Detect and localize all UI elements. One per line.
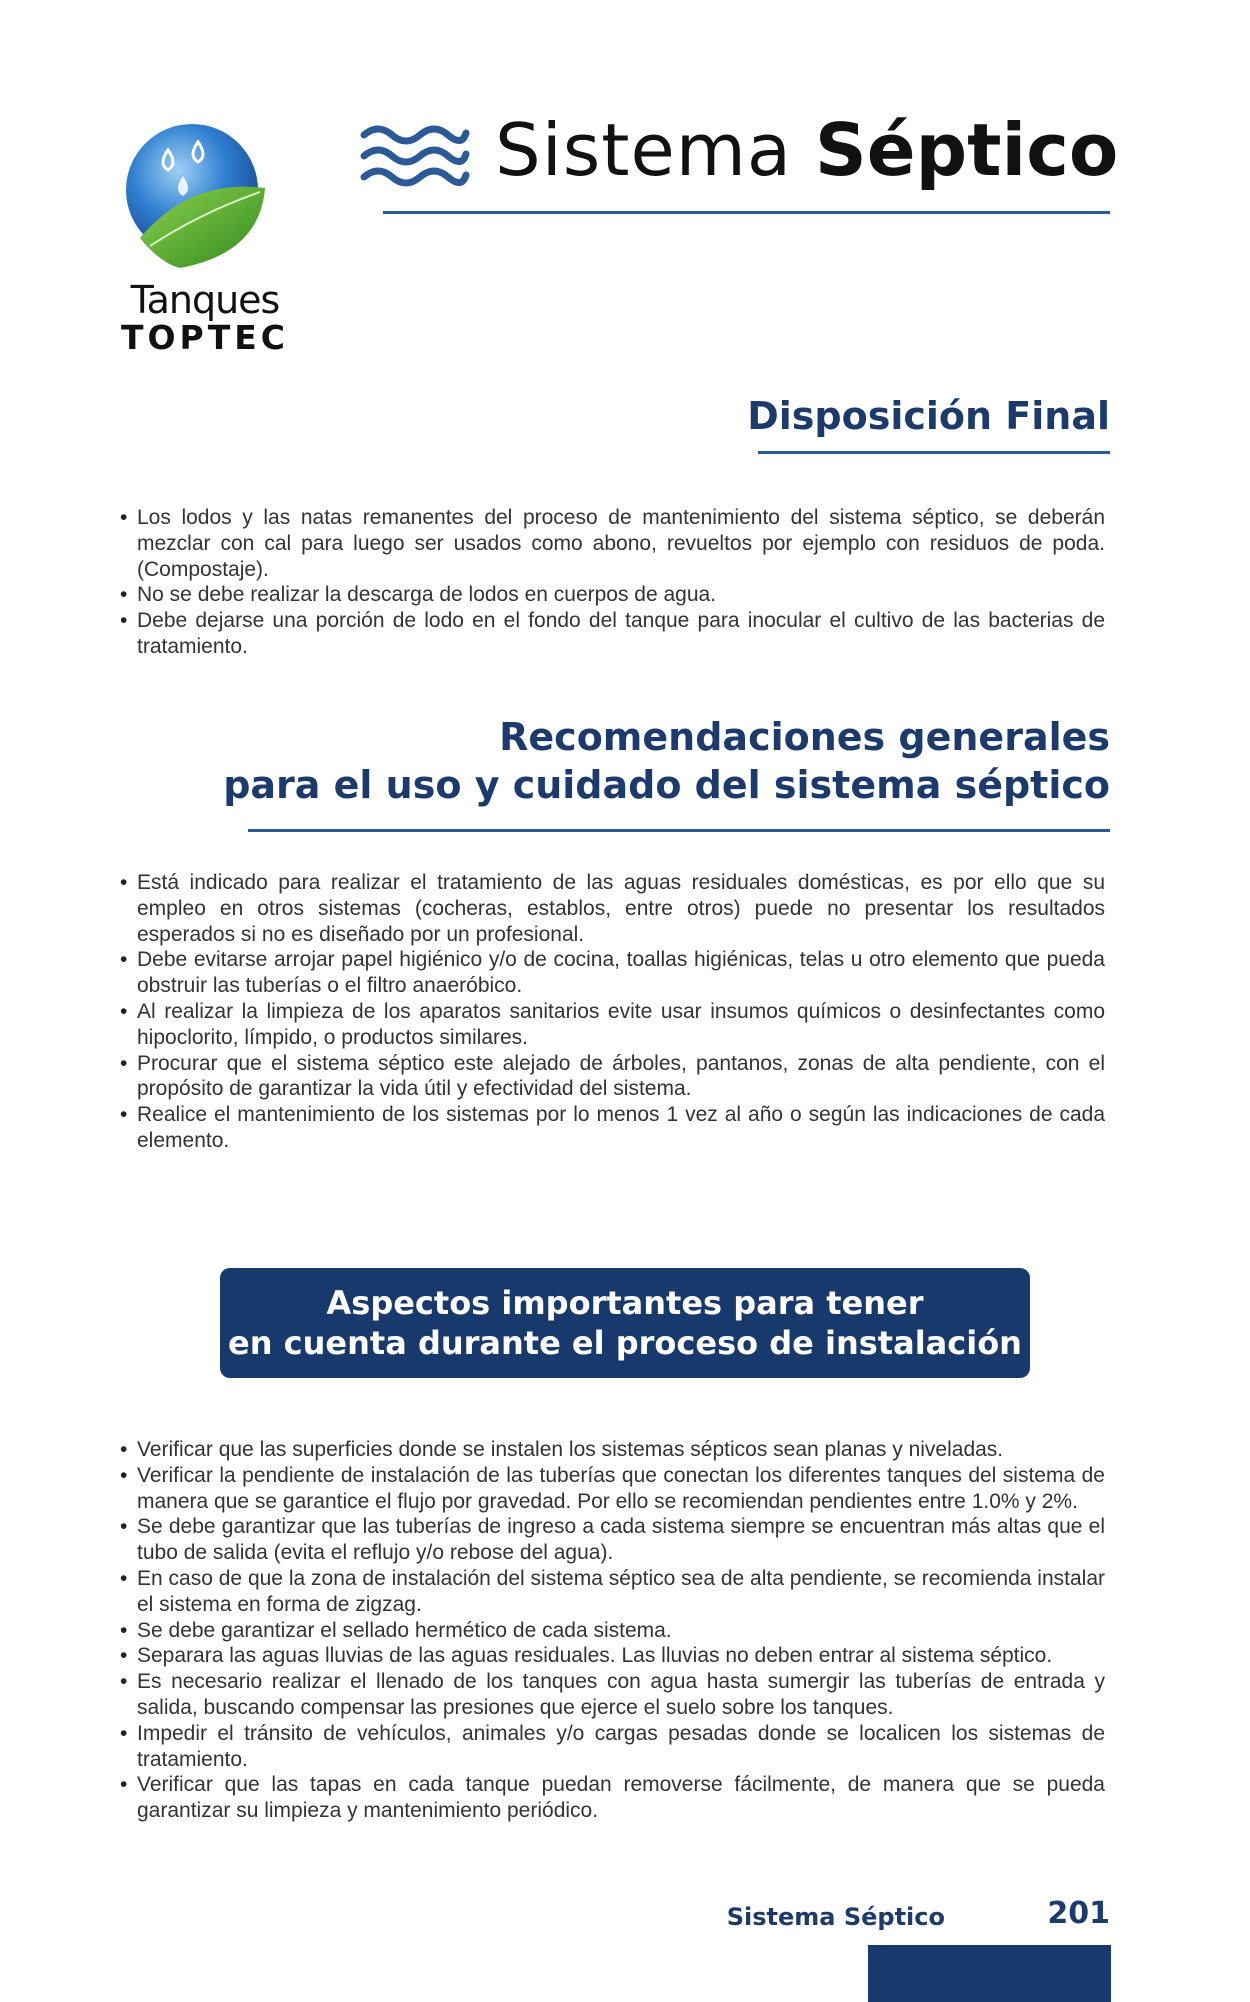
list-item: • Verificar la pendiente de instalación de las tuberías que conectan los diferentes tanques del sistema de manera que se garantice el flujo por gravedad. Por ello se recomiendan pendientes entre 1.0% y 2%. bbox=[120, 1463, 1105, 1515]
recomendaciones-list bbox=[120, 870, 1105, 1154]
page-title-light: Sistema bbox=[495, 108, 793, 192]
list-item: • Los lodos y las natas remanentes del proceso de mantenimiento del sistema séptico, se deberán mezclar con cal para luego ser usados como abono, revueltos por ejemplo con residuos de poda. (Compostaje). bbox=[120, 505, 1105, 582]
list-item: • Es necesario realizar el llenado de los tanques con agua hasta sumergir las tuberías de entrada y salida, buscando compensar las presiones que ejerce el suelo sobre los tanques. bbox=[120, 1669, 1105, 1721]
brand-name-line1: Tanques bbox=[130, 278, 280, 322]
aspectos-list bbox=[120, 1437, 1105, 1824]
list-item: • Verificar que las superficies donde se instalen los sistemas sépticos sean planas y niveladas. bbox=[120, 1437, 1105, 1463]
brand-name-line2: TOPTEC bbox=[120, 318, 290, 357]
list-item: • Está indicado para realizar el tratamiento de las aguas residuales domésticas, es por ello que su empleo en otros sistemas (cocheras, establos, entre otros) puede no presentar los resultados esperados si no es diseñado por un profesional. bbox=[120, 870, 1105, 947]
footer-section-label: Sistema Séptico bbox=[726, 1903, 945, 1931]
list-item: • Verificar que las tapas en cada tanque puedan removerse fácilmente, de manera que se pueda garantizar su limpieza y mantenimiento periódico. bbox=[120, 1772, 1105, 1824]
list-item: • Procurar que el sistema séptico este alejado de árboles, pantanos, zonas de alta pendiente, con el propósito de garantizar la vida útil y efectividad del sistema. bbox=[120, 1051, 1105, 1103]
list-item: • No se debe realizar la descarga de lodos en cuerpos de agua. bbox=[120, 582, 1105, 608]
list-item: • En caso de que la zona de instalación del sistema séptico sea de alta pendiente, se recomienda instalar el sistema en forma de zigzag. bbox=[120, 1566, 1105, 1618]
recomendaciones-underline bbox=[248, 829, 1110, 832]
page-title bbox=[495, 108, 1118, 192]
disposicion-underline bbox=[758, 451, 1110, 454]
page-title-bold: Séptico bbox=[814, 108, 1119, 192]
aspectos-title-line1: Aspectos importantes para tener bbox=[326, 1284, 924, 1322]
brand-logo bbox=[120, 118, 290, 358]
disposicion-list bbox=[120, 505, 1105, 660]
title-underline bbox=[383, 211, 1110, 214]
list-item: • Debe dejarse una porción de lodo en el fondo del tanque para inocular el cultivo de las bacterias de tratamiento. bbox=[120, 608, 1105, 660]
water-drops-globe-leaf-icon bbox=[120, 118, 290, 288]
recomendaciones-title-line1: Recomendaciones generales bbox=[499, 715, 1110, 759]
recomendaciones-title-line2: para el uso y cuidado del sistema séptico bbox=[223, 763, 1110, 807]
list-item: • Realice el mantenimiento de los sistemas por lo menos 1 vez al año o según las indicaciones de cada elemento. bbox=[120, 1102, 1105, 1154]
section-title-recomendaciones bbox=[223, 713, 1110, 809]
list-item: • Debe evitarse arrojar papel higiénico y/o de cocina, toallas higiénicas, telas u otro elemento que pueda obstruir las tuberías o el filtro anaeróbico. bbox=[120, 947, 1105, 999]
section-banner-aspectos bbox=[220, 1268, 1030, 1378]
page-number: 201 bbox=[1047, 1896, 1110, 1931]
list-item: • Al realizar la limpieza de los aparatos sanitarios evite usar insumos químicos o desinfectantes como hipoclorito, límpido, o productos similares. bbox=[120, 999, 1105, 1051]
list-item: • Se debe garantizar el sellado hermético de cada sistema. bbox=[120, 1618, 1105, 1644]
aspectos-title-line2: en cuenta durante el proceso de instalación bbox=[228, 1324, 1022, 1362]
list-item: • Se debe garantizar que las tuberías de ingreso a cada sistema siempre se encuentran más altas que el tubo de salida (evita el reflujo y/o rebose del agua). bbox=[120, 1514, 1105, 1566]
water-waves-icon bbox=[360, 125, 470, 187]
section-title-disposicion: Disposición Final bbox=[747, 394, 1110, 438]
footer-bar bbox=[868, 1945, 1111, 2002]
list-item: • Impedir el tránsito de vehículos, animales y/o cargas pesadas donde se localicen los sistemas de tratamiento. bbox=[120, 1721, 1105, 1773]
list-item: • Separara las aguas lluvias de las aguas residuales. Las lluvias no deben entrar al sistema séptico. bbox=[120, 1643, 1105, 1669]
